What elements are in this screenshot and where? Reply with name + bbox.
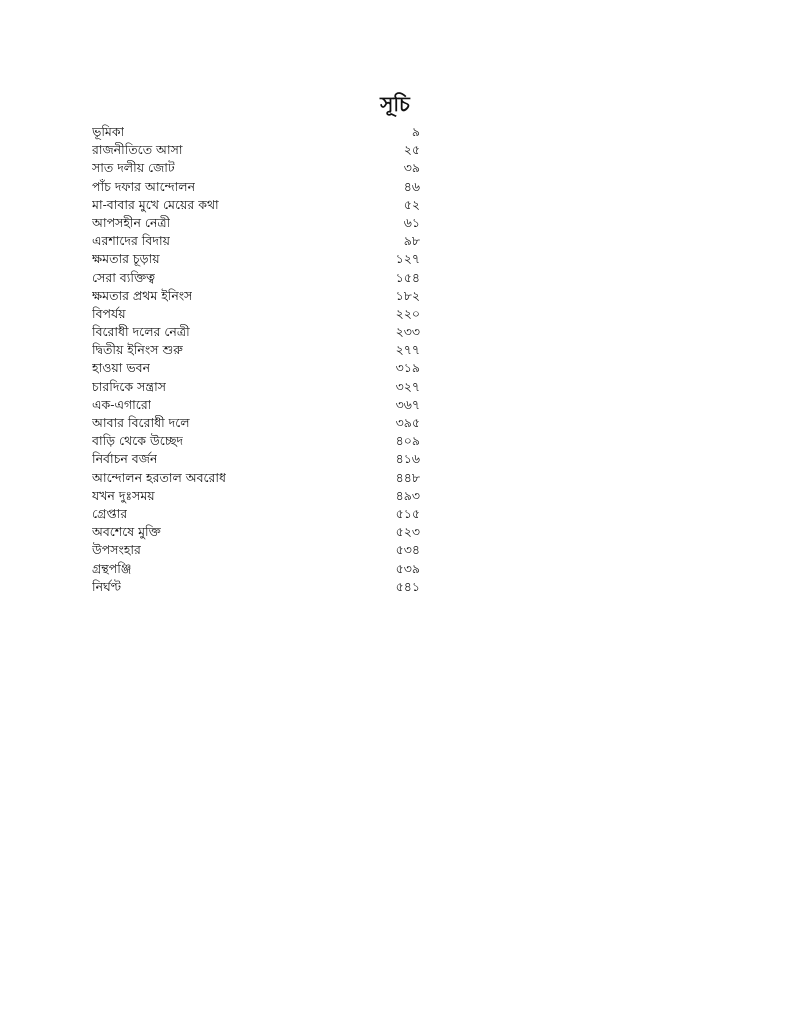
toc-entry-label: ভূমিকা xyxy=(92,124,125,139)
toc-entry-label: গ্রন্থপঞ্জি xyxy=(92,560,132,576)
toc-entry-page: ২৩৩ xyxy=(395,324,420,340)
toc-entry-label: এক-এগারো xyxy=(92,396,152,412)
toc-list xyxy=(92,123,420,596)
toc-entry xyxy=(92,541,420,559)
toc-entry-page: ৪১৬ xyxy=(395,451,420,467)
toc-entry-page: ৪০৯ xyxy=(395,433,420,449)
toc-entry-page: ৫১৫ xyxy=(395,505,420,521)
toc-entry-page: ৩৯৫ xyxy=(395,415,420,430)
toc-entry xyxy=(92,159,420,177)
toc-entry xyxy=(92,141,420,159)
toc-entry-page: ৫২ xyxy=(403,196,420,212)
toc-entry xyxy=(92,323,420,341)
toc-entry-label: বিরোধী দলের নেত্রী xyxy=(92,324,190,340)
toc-entry-page: ১২৭ xyxy=(395,251,420,267)
toc-entry-label: সেরা ব্যক্তিত্ব xyxy=(92,269,155,285)
toc-entry xyxy=(92,469,420,487)
toc-entry xyxy=(92,341,420,359)
toc-entry xyxy=(92,578,420,596)
toc-entry-page: ৯৮ xyxy=(403,233,420,249)
toc-entry-label: আপসহীন নেত্রী xyxy=(92,214,171,230)
toc-entry-page: ২২০ xyxy=(395,305,420,321)
toc-entry-page: ২৭৭ xyxy=(395,342,420,358)
toc-entry xyxy=(92,305,420,323)
toc-entry-page: ৪৯৩ xyxy=(395,487,420,503)
toc-entry xyxy=(92,487,420,505)
toc-entry-page: ৩১৯ xyxy=(395,360,420,376)
toc-entry-page: ৪৬ xyxy=(403,178,420,194)
toc-entry-label: নির্ঘণ্ট xyxy=(92,578,122,594)
toc-entry-page: ৪৪৮ xyxy=(395,469,420,485)
toc-entry-page: ৬১ xyxy=(403,214,420,230)
toc-entry xyxy=(92,432,420,450)
toc-entry-label: আবার বিরোধী দলে xyxy=(92,415,190,430)
toc-entry-label: বিপর্যয় xyxy=(92,305,126,321)
toc-entry-page: ৫২৩ xyxy=(395,524,420,540)
toc-entry xyxy=(92,359,420,377)
toc-entry xyxy=(92,450,420,468)
toc-entry xyxy=(92,523,420,541)
toc-entry-label: সাত দলীয় জোট xyxy=(92,160,175,176)
toc-entry-label: অবশেষে মুক্তি xyxy=(92,524,161,540)
toc-entry xyxy=(92,396,420,414)
toc-entry xyxy=(92,196,420,214)
toc-entry-label: মা-বাবার মুখে মেয়ের কথা xyxy=(92,196,219,212)
toc-entry-label: উপসংহার xyxy=(92,542,141,558)
toc-entry xyxy=(92,287,420,305)
toc-entry-label: আন্দোলন হরতাল অবরোধ xyxy=(92,469,227,485)
toc-entry xyxy=(92,505,420,523)
toc-entry-page: ৩২৭ xyxy=(395,378,420,394)
toc-entry xyxy=(92,269,420,287)
toc-entry-page: ২৫ xyxy=(403,142,420,158)
toc-entry-label: পাঁচ দফার আন্দোলন xyxy=(92,178,196,194)
toc-entry-label: বাড়ি থেকে উচ্ছেদ xyxy=(92,433,184,449)
toc-entry-label: এরশাদের বিদায় xyxy=(92,233,170,249)
toc-entry-label: ক্ষমতার প্রথম ইনিংস xyxy=(92,287,193,303)
toc-entry-page: ৫৪১ xyxy=(395,578,420,594)
toc-entry-page: ৫৩৯ xyxy=(395,560,420,576)
toc-entry-page: ১৫৪ xyxy=(395,269,420,285)
toc-entry-label: যখন দুঃসময় xyxy=(92,487,155,503)
toc-entry xyxy=(92,123,420,141)
toc-entry-label: দ্বিতীয় ইনিংস শুরু xyxy=(92,342,183,358)
toc-entry xyxy=(92,378,420,396)
toc-entry xyxy=(92,414,420,432)
toc-entry-label: গ্রেপ্তার xyxy=(92,505,128,521)
toc-entry-page: ১৮২ xyxy=(395,287,420,303)
toc-entry xyxy=(92,178,420,196)
toc-entry-page: ৫৩৪ xyxy=(395,542,420,558)
toc-entry-page: ৩৬৭ xyxy=(395,396,420,412)
toc-entry-label: ক্ষমতার চূড়ায় xyxy=(92,251,160,267)
toc-title: সূচি xyxy=(380,92,410,116)
toc-entry-label: রাজনীতিতে আসা xyxy=(92,142,183,158)
toc-entry-label: চারদিকে সন্ত্রাস xyxy=(92,378,166,394)
toc-entry xyxy=(92,560,420,578)
toc-entry-label: নির্বাচন বর্জন xyxy=(92,451,158,467)
toc-entry xyxy=(92,232,420,250)
toc-entry xyxy=(92,250,420,268)
toc-entry-page: ৯ xyxy=(411,124,420,139)
toc-entry-label: হাওয়া ভবন xyxy=(92,360,151,376)
toc-entry xyxy=(92,214,420,232)
toc-entry-page: ৩৯ xyxy=(403,160,420,176)
